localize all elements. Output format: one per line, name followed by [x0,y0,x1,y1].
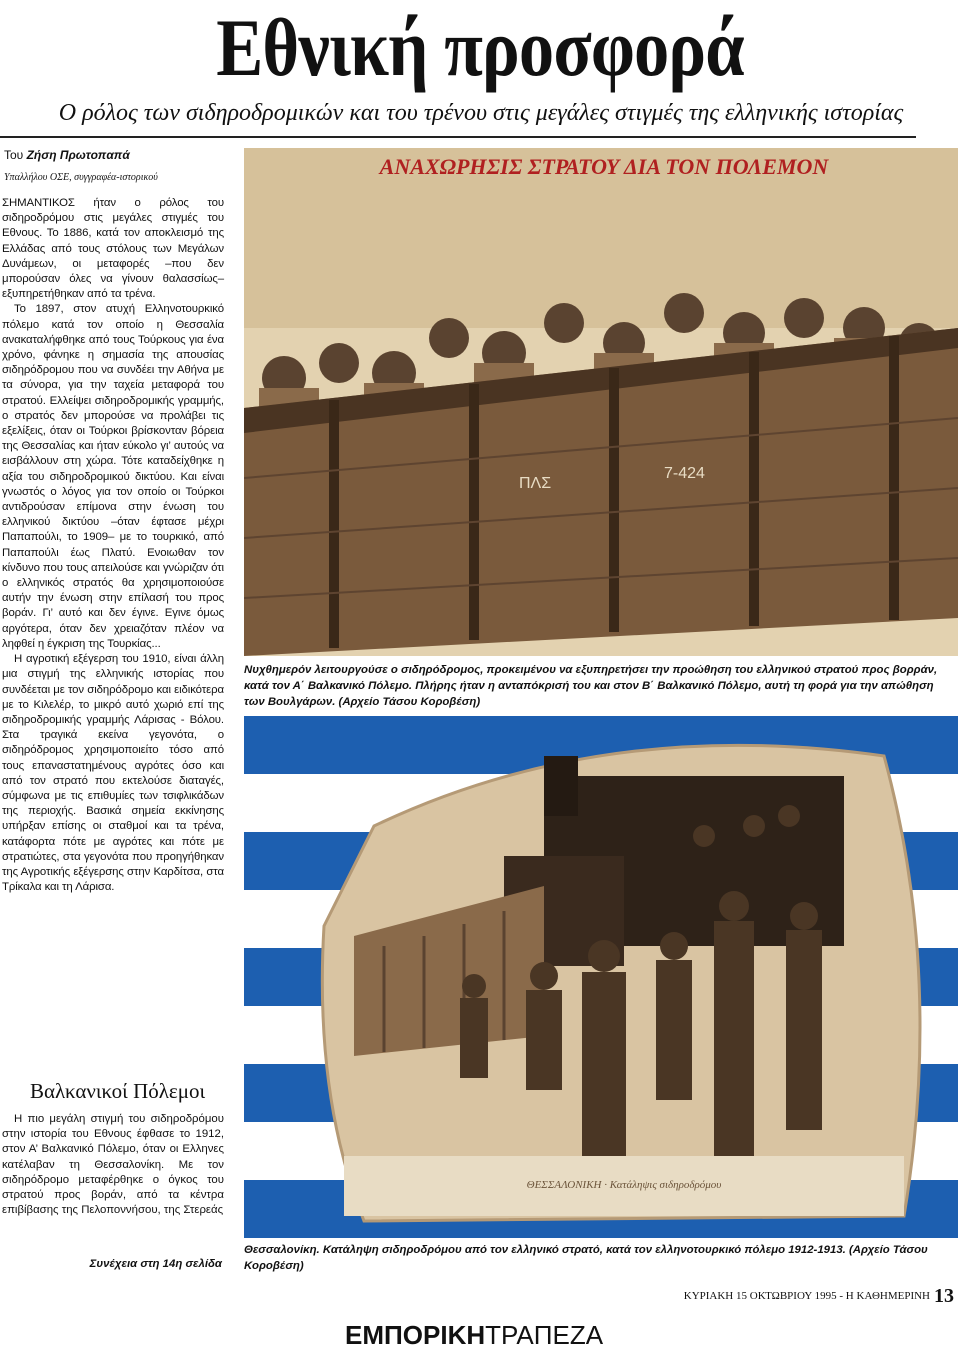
photo-thessaloniki-train [244,716,958,1240]
article-paragraph: Το 1897, στον ατυχή Ελληνοτουρκικό πόλεμο κατά τον οποίο η Θεσσαλία ανακαταλήφθηκε από τους Τούρκους για ένα χρόνο, φάνηκε η σημασία της απουσίας σιδηρόδρομου που να συνδέει την Αθήνα με τα σύνορα, για την ταχεία μεταφορά του στρατού. Ελλείψει σιδηροδρομικής γραμμής, ο στρατός δεν μπορούσε να προλάβει τις εξελίξεις, όταν οι Τούρκοι βρίσκονταν βόρεια της Θεσσαλίας και ήταν εύκολο γι’ αυτούς να εισβάλλουν στη χώρα. Τότε καταδείχθηκε η αξία του σιδηροδρομικού δικτύου. Και είναι γνωστός ο λόγος για τον οποίο οι Τούρκοι αντιδρούσαν επίμονα στην ένωση του ελληνικού δικτύου –όταν έφτασε μέχρι Παπαπούλι, το 1909– με το τουρκικό, από Παπαπούλι έως Πλατύ. Ενοιωθαν τον κίνδυνο που τους απειλούσε και γνώριζαν ότι ο ελληνικός στρατός θα χρησιμοποιούσε αυτήν την ένωση στην επίλασή του προς βοράν. Γι’ αυτό και δεν έγινε. Εγινε όμως αργότερα, όταν δεν χρειαζόταν πλέον να ληφθεί η έγκριση της Τουρκίας... [2,303,224,650]
author-role: Υπαλλήλου ΟΣΕ, συγγραφέα-ιστορικού [4,172,158,183]
wagon-mark-left: ΠΛΣ [519,475,552,492]
logo-light: ΤΡΑΠΕΖΑ [485,1320,604,1350]
author-name: Ζήση Πρωτοπαπά [26,148,130,162]
page-subtitle: Ο ρόλος των σιδηροδρομικών και του τρένου στις μεγάλες στιγμές της ελληνικής ιστορίας [58,100,904,126]
byline-prefix: Του [4,148,27,162]
section-heading: Βαλκανικοί Πόλεμοι [30,1079,206,1103]
photo-soldiers-wagon [244,148,958,656]
photo1-caption: Νυχθημερόν λειτουργούσε ο σιδηρόδρομος, προκειμένου να εξυπηρετήσει την προώθηση του ελληνικού στρατού προς βορράν, κατά τον Α΄ Βαλκανικό Πόλεμο. Πλήρης ήταν η ανταπόκρισή του και στον Β΄ Βαλκανικό Πόλεμο, αυτή τη φορά για την απώθηση των Βουλγάρων. (Αρχείο Τάσου Κοροβέση) [244,664,938,708]
header-rule [0,136,916,138]
page-title: Εθνική προσφορά [216,2,744,93]
article-paragraph: ΣΗΜΑΝΤΙΚΟΣ ήταν ο ρόλος του σιδηροδρόμου στις μεγάλες στιγμές του Εθνους. Το 1886, κατά τον αποκλεισμό της Ελλάδας από τους στόλους των Μεγάλων Δυνάμεων, οι μεταφορές –που δεν μπορούσαν όλες να γίνουν θαλασσίως– εξυπηρετήθηκαν από τα τρένα. [2,197,224,301]
article-column [2,196,224,895]
continued-link[interactable]: Συνέχεια στη 14η σελίδα [89,1258,222,1270]
footer-text: ΚΥΡΙΑΚΗ 15 ΟΚΤΩΒΡΙΟΥ 1995 - Η ΚΑΘΗΜΕΡΙΝΗ [683,1290,930,1302]
sponsor-logo [345,1320,603,1350]
photo1-banner: ΑΝΑΧΩΡΗΣΙΣ ΣΤΡΑΤΟΥ ΔΙΑ ΤΟΝ ΠΟΛΕΜΟΝ [379,154,829,179]
logo-bold: ΕΜΠΟΡΙΚΗ [345,1320,486,1350]
section-column [2,1112,224,1218]
article-paragraph: Η πιο μεγάλη στιγμή του σιδηροδρόμου στην ιστορία του Εθνους έφθασε το 1912, στον Α’ Βαλκανικό Πόλεμο, όταν οι Ελληνες κατέλαβαν τη Θεσσαλονίκη. Με τον σιδηρόδρομο μεταφέρθηκε ο όγκος του στρατού προς βοράν, από τα κέντρα επιβίβασης της Πελοποννήσου, της Στερεάς [2,1113,224,1217]
photo2-caption: Θεσσαλονίκη. Κατάληψη σιδηροδρόμου από τον ελληνικό στρατό, κατά τον ελληνοτουρκικό πόλεμο 1912-1913. (Αρχείο Τάσου Κοροβέση) [244,1244,928,1272]
photo2-bottom-text: ΘΕΣΣΑΛΟΝΙΚΗ · Κατάληψις σιδηροδρόμου [526,1179,722,1191]
wagon-mark-right: 7-424 [664,465,705,482]
page-number: 13 [934,1285,954,1307]
article-paragraph: Η αγροτική εξέγερση του 1910, είναι άλλη μια στιγμή της ελληνικής ιστορίας που συνδέεται με τον σιδηρόδρομο και ειδικότερα με το Κιλελέρ, το μικρό αυτό χωριό επί της σιδηροδρομικής γραμμής Λάρισας - Βόλου. Στα τραγικά εκείνα γεγονότα, ο σιδηρόδρομος χρησιμοποιείτο τόσο από τους επαναστατημένους αγρότες όσο και από τον στρατό που εκτελούσε διαταγές, σύμφωνα με τις επιθυμίες των τσιφλικάδων της περιοχής. Βασικά σημεία εκκίνησης υπήρξαν επίσης οι σταθμοί και τα τρένα, κατάφορτα πότε με αγρότες και πότε με στρατιώτες, στα γεγονότα που προηγήθηκαν της Αγροτικής εξέγερσης στην Καρδίτσα, στα Τρίκαλα και τη Λάρισα. [2,653,224,894]
byline [4,148,130,162]
